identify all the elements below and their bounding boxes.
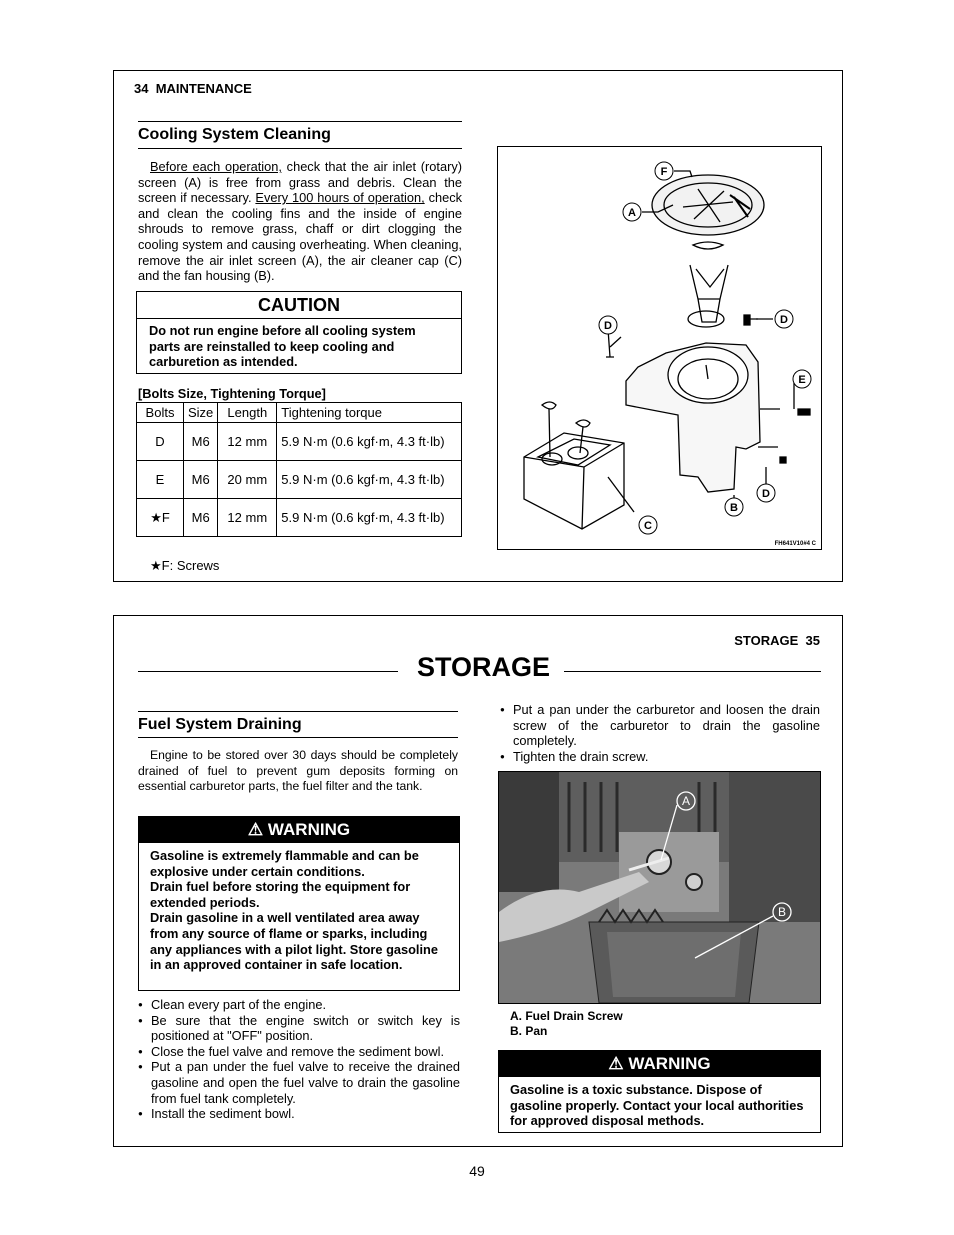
th-bolts: Bolts [137,403,184,423]
carburetor-photo [498,771,821,1004]
caption-b: B. Pan [510,1024,548,1038]
cooling-paragraph [138,159,462,284]
section-rule-bottom [138,148,462,149]
list-item: ● Put a pan under the fuel valve to receive the drained gasoline and open the fuel valve to drain the gasoline from fuel tank completely. [138,1059,460,1106]
warning-box-1 [138,816,460,991]
fig-label-e: E [798,374,806,386]
fuel-rule-top [138,711,458,712]
cooling-diagram [497,146,822,550]
fuel-intro: Engine to be stored over 30 days should be completely drained of fuel to prevent gum deposits forming on essential carburetor parts, the fuel filter and the tank. [138,748,458,793]
left-bullet-list [138,997,460,1122]
page-35-header [734,633,820,648]
list-item: ● Put a pan under the carburetor and loosen the drain screw of the carburetor to drain the gasoline completely. [500,702,820,749]
cell-torque: 5.9 N·m (0.6 kgf·m, 4.3 ft·lb) [277,499,462,537]
torque-table [136,402,462,537]
page-34-header-title: MAINTENANCE [155,81,252,96]
page-34-number: 34 [134,81,149,96]
cell-torque: 5.9 N·m (0.6 kgf·m, 4.3 ft·lb) [277,461,462,499]
page-35-number: 35 [805,633,820,648]
fig-label-c: C [644,520,652,532]
th-torque: Tightening torque [277,403,462,423]
cooling-para-u2: Every 100 hours of operation, [255,190,425,206]
warning-1-title: WARNING [267,820,351,839]
caution-box [136,291,462,374]
cooling-para-t1: check that the air inlet (rotary) screen (A) is free from grass and debris. Clean the screen if necessary. [138,159,462,206]
section-title-fuel: Fuel System Draining [138,716,302,733]
warning-box-2 [498,1050,821,1133]
page-34-panel [113,70,843,582]
list-item: ● Be sure that the engine switch or switch key is positioned at "OFF" position. [138,1013,460,1044]
table-row [137,461,462,499]
th-size: Size [184,403,218,423]
warning-2-title: WARNING [628,1054,711,1073]
cooling-para-u1: Before each operation, [150,159,282,174]
cell-bolt: E [137,461,184,499]
photo-label-a: A [681,794,691,808]
right-bullet-list [500,702,820,764]
warning-1-line: Drain fuel before storing the equipment for extended periods. [150,879,411,910]
fig-label-a: A [628,207,636,219]
fig-label-b: B [730,502,738,514]
table-title: [Bolts Size, Tightening Torque] [138,386,326,401]
cell-length: 20 mm [218,461,277,499]
warning-icon: ⚠ [247,820,264,839]
warning-2-text: Gasoline is a toxic substance. Dispose of gasoline properly. Contact your local authorities for approved disposal methods. [510,1082,804,1129]
cell-length: 12 mm [218,499,277,537]
cell-torque: 5.9 N·m (0.6 kgf·m, 4.3 ft·lb) [277,423,462,461]
caution-text: Do not run engine before all cooling system parts are reinstalled to keep cooling and carburetion as intended. [149,323,416,370]
caption-a: A. Fuel Drain Screw [510,1009,623,1023]
warning-1-body [139,843,459,978]
cell-bolt: D [137,423,184,461]
cell-size: M6 [184,461,218,499]
page-35-header-title: STORAGE [734,633,799,648]
list-item: ● Install the sediment bowl. [138,1106,460,1122]
figure-code: FH641V10#4 C [774,541,816,547]
table-note: ★F: Screws [150,558,220,573]
carburetor-photo-svg [499,772,820,1003]
caution-title: CAUTION [137,292,461,319]
big-title-storage: STORAGE [417,652,551,682]
warning-1-line: Gasoline is extremely flammable and can be explosive under certain conditions. [150,848,419,879]
page-35-panel [113,615,843,1147]
fig-label-d: D [780,314,788,326]
section-rule-top [138,121,462,122]
table-row [137,499,462,537]
cell-length: 12 mm [218,423,277,461]
warning-icon: ⚠ [608,1054,624,1073]
fig-label-d: D [604,320,612,332]
fig-label-f: F [660,166,668,178]
page-number: 49 [469,1163,485,1179]
fuel-rule-bottom [138,737,458,738]
list-item: ● Clean every part of the engine. [138,997,460,1013]
page-34-header [134,81,252,96]
warning-1-line: Drain gasoline in a well ventilated area away from any source of flame or sparks, including any appliances with a pilot light. Store gasoline in an approved container in safe location. [150,910,438,973]
warning-1-header [139,817,459,843]
cell-bolt: ★F [137,499,184,537]
warning-2-header [499,1051,820,1077]
title-rule-right [564,671,821,672]
cell-size: M6 [184,423,218,461]
photo-label-b: B [777,905,787,919]
table-header-row [137,403,462,423]
cooling-diagram-svg [498,147,821,549]
table-row [137,423,462,461]
cooling-para-t2: check and clean the cooling fins and the inside of engine shrouds to remove grass, chaff or dirt clogging the cooling system and causing overheating. When cleaning, remove the air inlet screen (A), the air cleaner cap (C) and the fan housing (B). [138,190,462,284]
title-rule-left [138,671,398,672]
section-title-cooling: Cooling System Cleaning [138,126,331,143]
fig-label-d: D [762,488,770,500]
list-item: ● Close the fuel valve and remove the sediment bowl. [138,1044,460,1060]
list-item: ● Tighten the drain screw. [500,749,820,765]
cell-size: M6 [184,499,218,537]
th-length: Length [218,403,277,423]
